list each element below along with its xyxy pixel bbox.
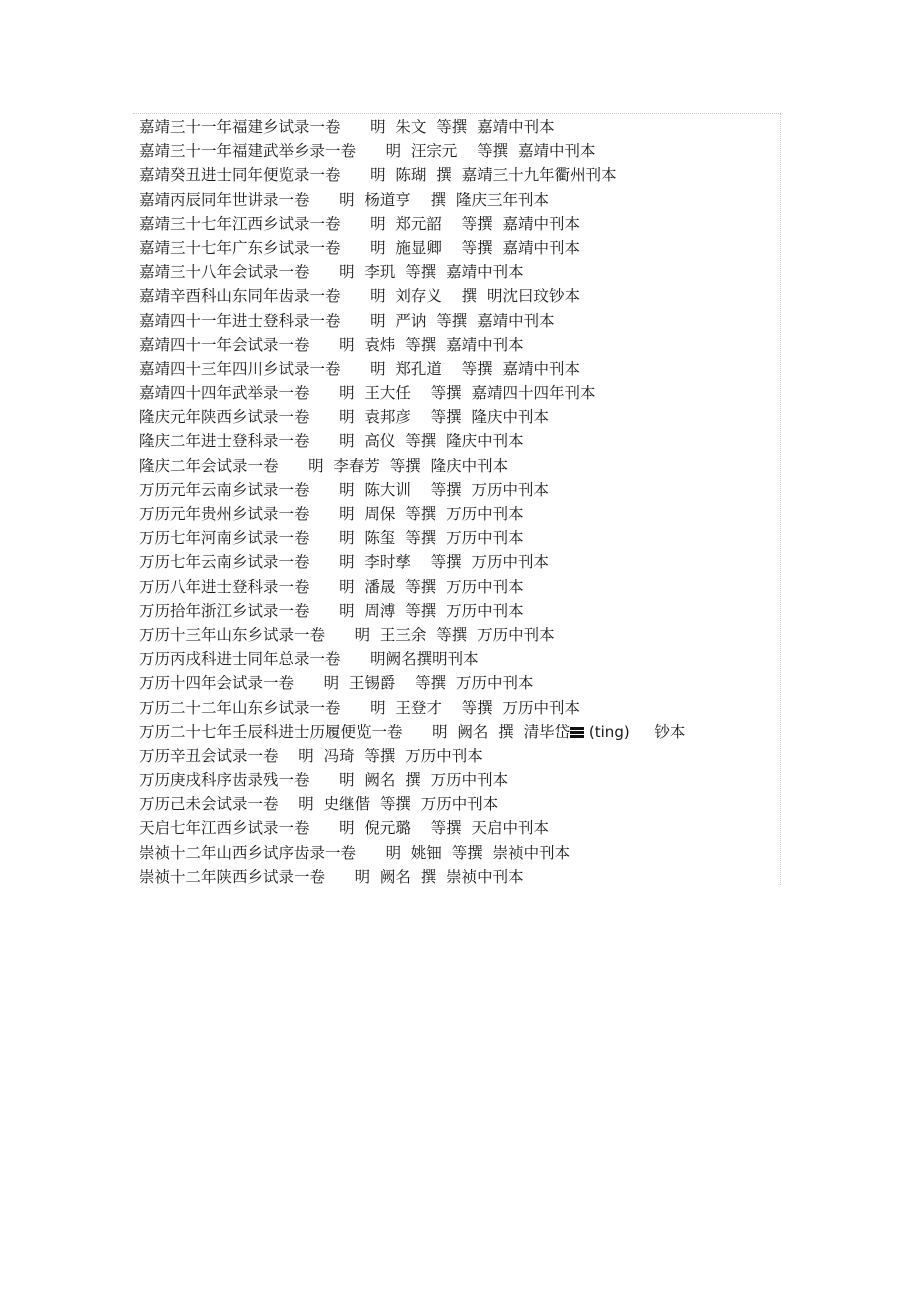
catalog-entry: 嘉靖丙辰同年世讲录一卷 明 杨道亨 撰 隆庆三年刊本 (139, 190, 549, 209)
catalog-entry: 嘉靖三十七年广东乡试录一卷 明 施显卿 等撰 嘉靖中刊本 (139, 238, 580, 257)
catalog-entry: 嘉靖四十四年武举录一卷 明 王大任 等撰 嘉靖四十四年刊本 (139, 384, 596, 403)
entry-text-after: 钞本 (629, 722, 686, 741)
catalog-entry: 万历七年云南乡试录一卷 明 李时孳 等撰 万历中刊本 (139, 553, 549, 572)
catalog-entry: 嘉靖三十一年福建武举乡录一卷 明 汪宗元 等撰 嘉靖中刊本 (139, 142, 596, 161)
catalog-entry: 崇祯十二年陕西乡试录一卷 明 阙名 撰 崇祯中刊本 (139, 867, 524, 886)
catalog-entry: 万历元年贵州乡试录一卷 明 周保 等撰 万历中刊本 (139, 505, 524, 523)
entry-pinyin: (ting) (584, 722, 630, 741)
entry-text-before: 万历二十七年壬辰科进士历履便览一卷 明 阙名 撰 清毕岱 (139, 722, 571, 741)
catalog-entry: 万历二十二年山东乡试录一卷 明 王登才 等撰 万历中刊本 (139, 698, 580, 717)
catalog-entry: 万历辛丑会试录一卷 明 冯琦 等撰 万历中刊本 (139, 746, 483, 765)
catalog-entry: 嘉靖癸丑进士同年便览录一卷 明 陈瑚 撰 嘉靖三十九年衢州刊本 (139, 166, 617, 185)
catalog-entry: 万历丙戌科进士同年总录一卷 明阙名撰明刊本 (139, 650, 479, 669)
catalog-entry: 崇祯十二年山西乡试序齿录一卷 明 姚钿 等撰 崇祯中刊本 (139, 843, 571, 862)
catalog-entry: 隆庆元年陕西乡试录一卷 明 袁邦彦 等撰 隆庆中刊本 (139, 408, 549, 427)
catalog-entry: 嘉靖四十一年进士登科录一卷 明 严讷 等撰 嘉靖中刊本 (139, 311, 555, 330)
catalog-entry: 嘉靖三十七年江西乡试录一卷 明 郑元韶 等撰 嘉靖中刊本 (139, 214, 580, 233)
catalog-entry: 万历庚戌科序齿录残一卷 明 阙名 撰 万历中刊本 (139, 771, 509, 790)
catalog-list (139, 115, 779, 889)
catalog-entry: 万历七年河南乡试录一卷 明 陈玺 等撰 万历中刊本 (139, 529, 524, 548)
catalog-entry: 隆庆二年进士登科录一卷 明 高仪 等撰 隆庆中刊本 (139, 432, 524, 451)
catalog-entry: 万历拾年浙江乡试录一卷 明 周溥 等撰 万历中刊本 (139, 601, 524, 620)
missing-character-icon (570, 727, 584, 738)
catalog-entry: 嘉靖四十三年四川乡试录一卷 明 郑孔道 等撰 嘉靖中刊本 (139, 359, 580, 378)
catalog-entry: 嘉靖三十八年会试录一卷 明 李玑 等撰 嘉靖中刊本 (139, 263, 524, 282)
catalog-entry: 万历元年云南乡试录一卷 明 陈大训 等撰 万历中刊本 (139, 480, 549, 499)
catalog-entry: 嘉靖四十一年会试录一卷 明 袁炜 等撰 嘉靖中刊本 (139, 335, 524, 354)
catalog-entry: 隆庆二年会试录一卷 明 李春芳 等撰 隆庆中刊本 (139, 456, 509, 475)
catalog-entry: 嘉靖辛酉科山东同年齿录一卷 明 刘存义 撰 明沈曰玟钞本 (139, 287, 580, 306)
catalog-entry: 嘉靖三十一年福建乡试录一卷 明 朱文 等撰 嘉靖中刊本 (139, 118, 555, 136)
catalog-entry-special (139, 720, 779, 744)
catalog-entry: 天启七年江西乡试录一卷 明 倪元璐 等撰 天启中刊本 (139, 819, 549, 838)
catalog-entry: 万历八年进士登科录一卷 明 潘晟 等撰 万历中刊本 (139, 577, 524, 596)
catalog-entry: 万历己未会试录一卷 明 史继偕 等撰 万历中刊本 (139, 795, 499, 814)
catalog-entry: 万历十三年山东乡试录一卷 明 王三余 等撰 万历中刊本 (139, 625, 555, 644)
catalog-entry: 万历十四年会试录一卷 明 王锡爵 等撰 万历中刊本 (139, 674, 534, 693)
